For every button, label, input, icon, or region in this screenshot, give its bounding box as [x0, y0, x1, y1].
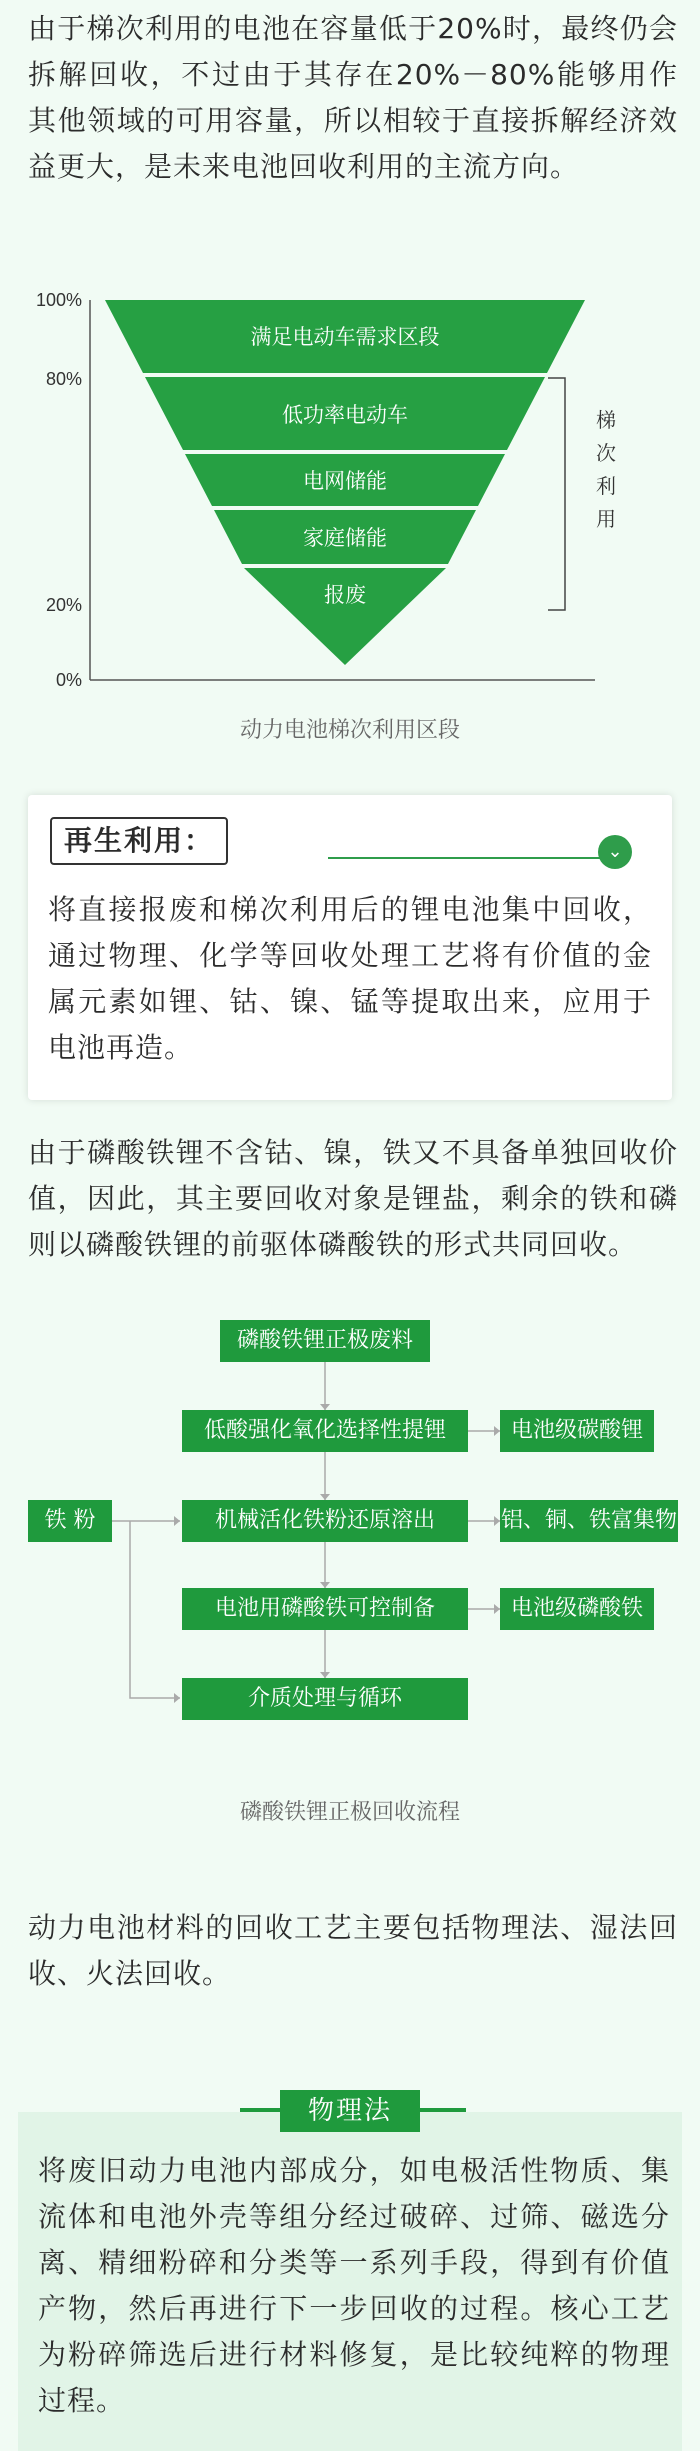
physical-body: 将废旧动力电池内部成分，如电极活性物质、集流体和电池外壳等组分经过破碎、过筛、磁选分离、精细粉碎和分类等一系列手段，得到有价值产物，然后再进行下一步回收的过程。核心工艺为粉碎筛选后进行材料修复，是比较纯粹的物理过程。 — [38, 2154, 670, 2417]
cascade-bracket — [548, 378, 565, 610]
process-paragraph: 动力电池材料的回收工艺主要包括物理法、湿法回收、火法回收。 — [28, 1911, 678, 1990]
lfp-paragraph: 由于磷酸铁锂不含钴、镍，铁又不具备单独回收价值，因此，其主要回收对象是锂盐，剩余的铁和磷则以磷酸铁锂的前驱体磷酸铁的形式共同回收。 — [28, 1136, 678, 1261]
flow-step-2: 低酸强化氧化选择性提锂 — [182, 1410, 468, 1452]
pyramid-caption: 动力电池梯次利用区段 — [239, 718, 460, 743]
flow-input: 铁 粉 — [28, 1500, 112, 1542]
flow-output-3: 电池级磷酸铁 — [500, 1588, 654, 1630]
svg-text:次: 次 — [596, 443, 616, 465]
y-tick-0: 0% — [55, 670, 82, 690]
svg-text:用: 用 — [596, 509, 616, 531]
pyramid-label-2: 低功率电动车 — [282, 404, 408, 427]
pyramid-label-4: 家庭储能 — [303, 527, 387, 550]
pyramid-label-5: 报废 — [324, 584, 366, 607]
pyramid-level-5 — [244, 568, 446, 665]
lfp-recycle-flowchart — [0, 1330, 700, 1770]
flow-step-3: 机械活化铁粉还原溶出 — [182, 1500, 468, 1542]
chevron-down-icon: ⌄ — [598, 835, 632, 869]
svg-text:梯: 梯 — [596, 410, 616, 432]
pyramid-label-3: 电网储能 — [303, 470, 387, 493]
recycle-card — [28, 795, 672, 1100]
cascade-vertical-label — [596, 409, 616, 531]
y-tick-20: 20% — [45, 595, 82, 615]
flow-step-1: 磷酸铁锂正极废料 — [220, 1320, 430, 1362]
flow-caption: 磷酸铁锂正极回收流程 — [239, 1800, 460, 1825]
flow-step-5: 介质处理与循环 — [182, 1678, 468, 1720]
intro-paragraph: 由于梯次利用的电池在容量低于20%时，最终仍会拆解回收，不过由于其存在20%－80%能够用作其他领域的可用容量，所以相较于直接拆解经济效益更大，是未来电池回收利用的主流方向。 — [28, 12, 678, 183]
card-tag: 再生利用： — [50, 817, 228, 865]
flow-output-2: 铝、铜、铁富集物 — [500, 1500, 678, 1542]
pyramid-label-1: 满足电动车需求区段 — [250, 326, 440, 349]
flow-step-4: 电池用磷酸铁可控制备 — [182, 1588, 468, 1630]
flow-output-1: 电池级碳酸锂 — [500, 1410, 654, 1452]
physical-title: 物理法 — [280, 2090, 420, 2132]
cascade-use-pyramid — [0, 280, 700, 710]
svg-text:利: 利 — [596, 476, 616, 498]
divider — [328, 857, 612, 859]
y-tick-80: 80% — [45, 369, 82, 389]
card-body: 将直接报废和梯次利用后的锂电池集中回收，通过物理、化学等回收处理工艺将有价值的金属元素如锂、钴、镍、锰等提取出来，应用于电池再造。 — [48, 893, 652, 1064]
y-tick-100: 100% — [35, 290, 82, 310]
